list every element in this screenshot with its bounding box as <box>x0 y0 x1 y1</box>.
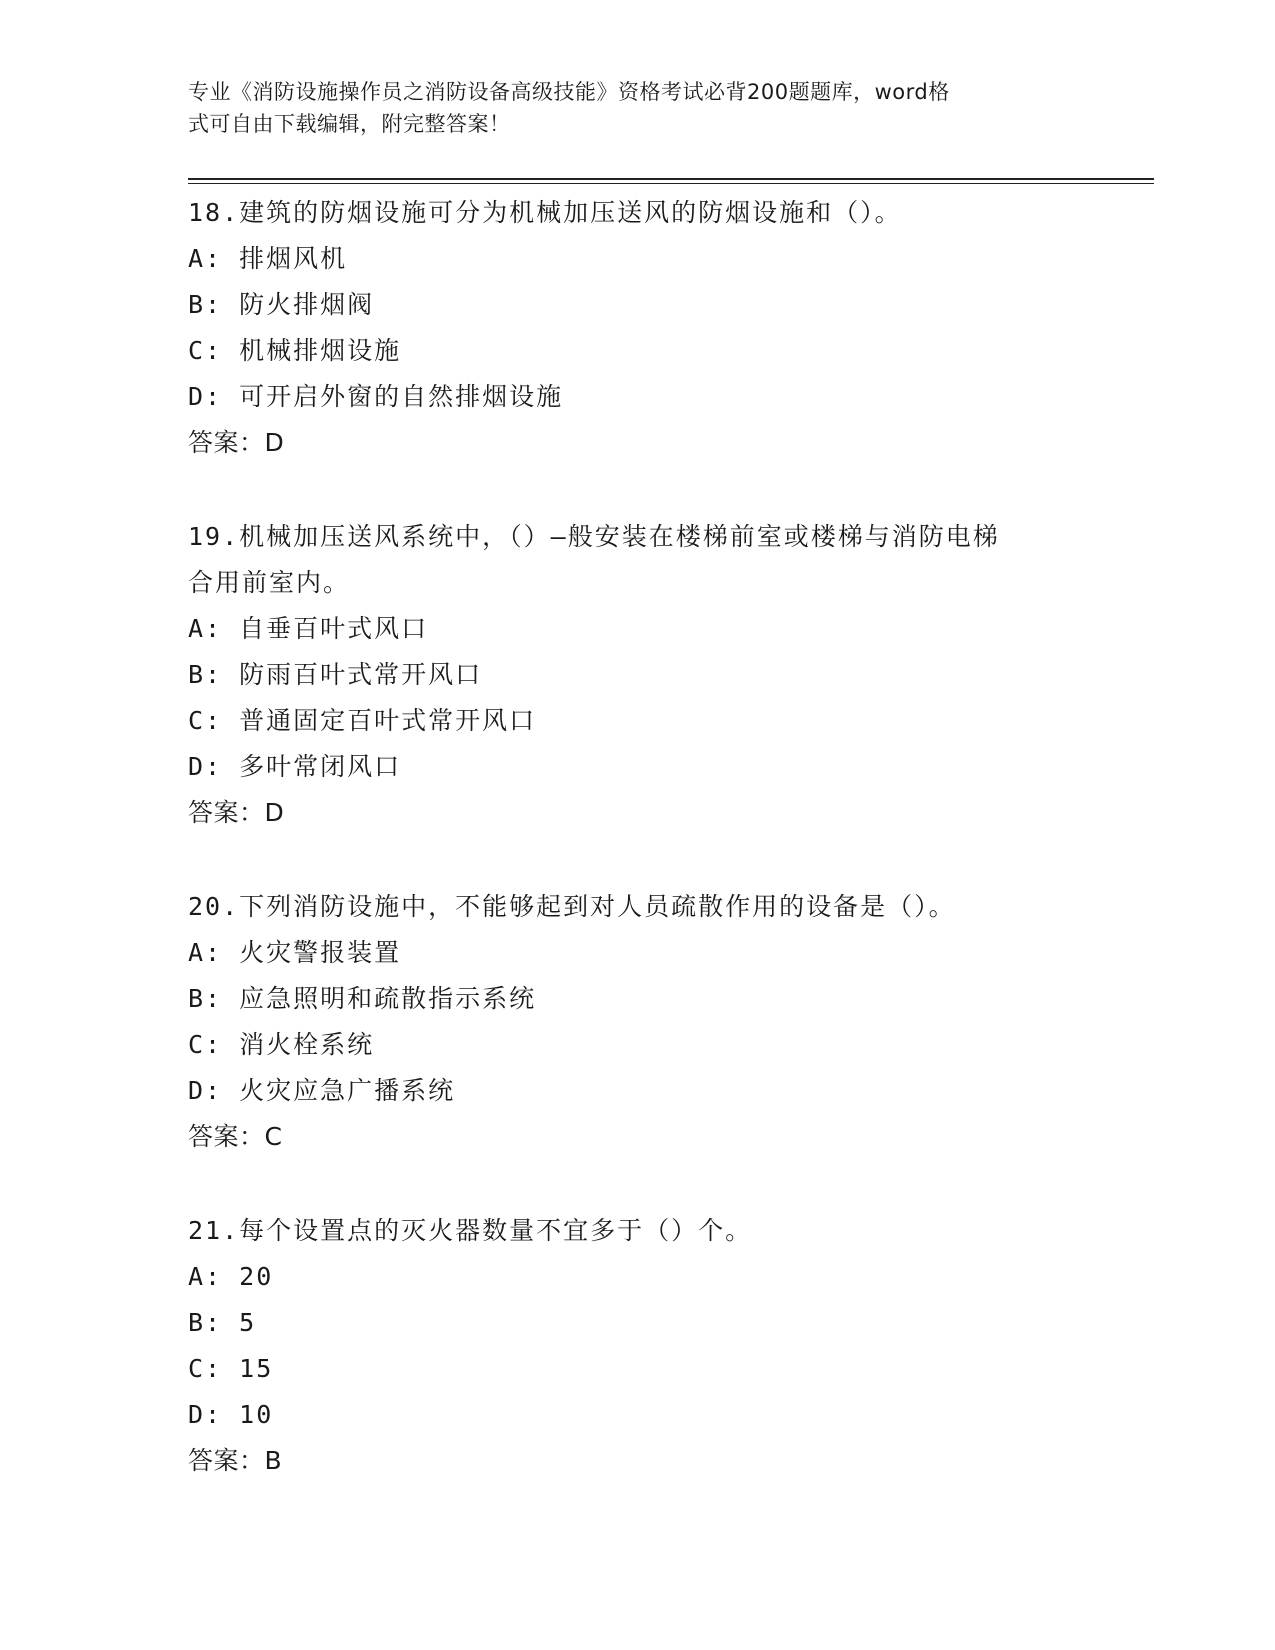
option-spacer <box>222 290 239 319</box>
option-text: 火灾应急广播系统 <box>239 1076 456 1105</box>
option-text: 15 <box>239 1354 274 1383</box>
option-row <box>188 606 1088 652</box>
option-row <box>188 744 1088 790</box>
option-spacer <box>222 382 239 411</box>
option-spacer <box>222 244 239 273</box>
answer-line: 答案：C <box>188 1122 283 1151</box>
option-row <box>188 1022 1088 1068</box>
question-stem: 20.下列消防设施中，不能够起到对人员疏散作用的设备是（）。 <box>188 892 956 921</box>
question-stem: 19.机械加压送风系统中，（）—般安装在楼梯前室或楼梯与消防电梯 <box>188 522 1000 551</box>
option-spacer <box>222 706 239 735</box>
answer-line: 答案：D <box>188 798 285 827</box>
option-text: 消火栓系统 <box>239 1030 375 1059</box>
option-spacer <box>222 752 239 781</box>
option-spacer <box>222 660 239 689</box>
option-key: B: <box>188 1308 223 1337</box>
option-key: A: <box>188 244 223 273</box>
option-row <box>188 652 1088 698</box>
option-key: A: <box>188 1262 223 1291</box>
option-row <box>188 930 1088 976</box>
option-key: C: <box>188 1030 223 1059</box>
question-list <box>188 190 1088 1532</box>
option-text: 普通固定百叶式常开风口 <box>239 706 537 735</box>
answer-line: 答案：D <box>188 428 285 457</box>
option-key: C: <box>188 1354 223 1383</box>
option-spacer <box>222 1308 239 1337</box>
question-stem: 21.每个设置点的灭火器数量不宜多于（）个。 <box>188 1216 753 1245</box>
question-block <box>188 1208 1088 1484</box>
option-row <box>188 236 1088 282</box>
option-text: 自垂百叶式风口 <box>239 614 429 643</box>
option-spacer <box>222 1262 239 1291</box>
header-line-1: 专业《消防设施操作员之消防设备高级技能》资格考试必背200题题库，word格 <box>188 80 950 104</box>
answer-line: 答案：B <box>188 1446 283 1475</box>
option-row <box>188 698 1088 744</box>
option-row <box>188 976 1088 1022</box>
option-text: 5 <box>239 1308 257 1337</box>
option-row <box>188 1068 1088 1114</box>
option-text: 多叶常闭风口 <box>239 752 402 781</box>
option-row <box>188 1300 1088 1346</box>
option-text: 可开启外窗的自然排烟设施 <box>239 382 564 411</box>
header-divider-thin <box>188 183 1154 184</box>
option-key: D: <box>188 382 223 411</box>
option-key: C: <box>188 706 223 735</box>
option-key: D: <box>188 752 223 781</box>
option-spacer <box>222 336 239 365</box>
option-text: 火灾警报装置 <box>239 938 402 967</box>
option-text: 排烟风机 <box>239 244 348 273</box>
option-key: B: <box>188 290 223 319</box>
option-key: D: <box>188 1076 223 1105</box>
option-text: 防雨百叶式常开风口 <box>239 660 483 689</box>
option-key: A: <box>188 614 223 643</box>
option-spacer <box>222 984 239 1013</box>
option-row <box>188 1392 1088 1438</box>
question-stem: 18.建筑的防烟设施可分为机械加压送风的防烟设施和（）。 <box>188 198 902 227</box>
option-spacer <box>222 1076 239 1105</box>
option-spacer <box>222 1400 239 1429</box>
option-text: 机械排烟设施 <box>239 336 402 365</box>
question-block <box>188 884 1088 1160</box>
option-key: B: <box>188 660 223 689</box>
option-spacer <box>222 614 239 643</box>
question-block <box>188 514 1088 836</box>
option-key: B: <box>188 984 223 1013</box>
option-key: D: <box>188 1400 223 1429</box>
question-block <box>188 190 1088 466</box>
header-line-2: 式可自由下载编辑，附完整答案！ <box>188 112 511 136</box>
question-stem: 合用前室内。 <box>188 568 351 597</box>
option-row <box>188 282 1088 328</box>
option-row <box>188 1254 1088 1300</box>
option-key: A: <box>188 938 223 967</box>
option-text: 应急照明和疏散指示系统 <box>239 984 537 1013</box>
option-row <box>188 374 1088 420</box>
option-key: C: <box>188 336 223 365</box>
option-text: 防火排烟阀 <box>239 290 375 319</box>
document-header <box>188 76 1088 140</box>
option-text: 20 <box>239 1262 274 1291</box>
option-spacer <box>222 938 239 967</box>
option-row <box>188 1346 1088 1392</box>
option-text: 10 <box>239 1400 274 1429</box>
option-spacer <box>222 1030 239 1059</box>
header-divider-thick <box>188 178 1154 180</box>
option-row <box>188 328 1088 374</box>
option-spacer <box>222 1354 239 1383</box>
